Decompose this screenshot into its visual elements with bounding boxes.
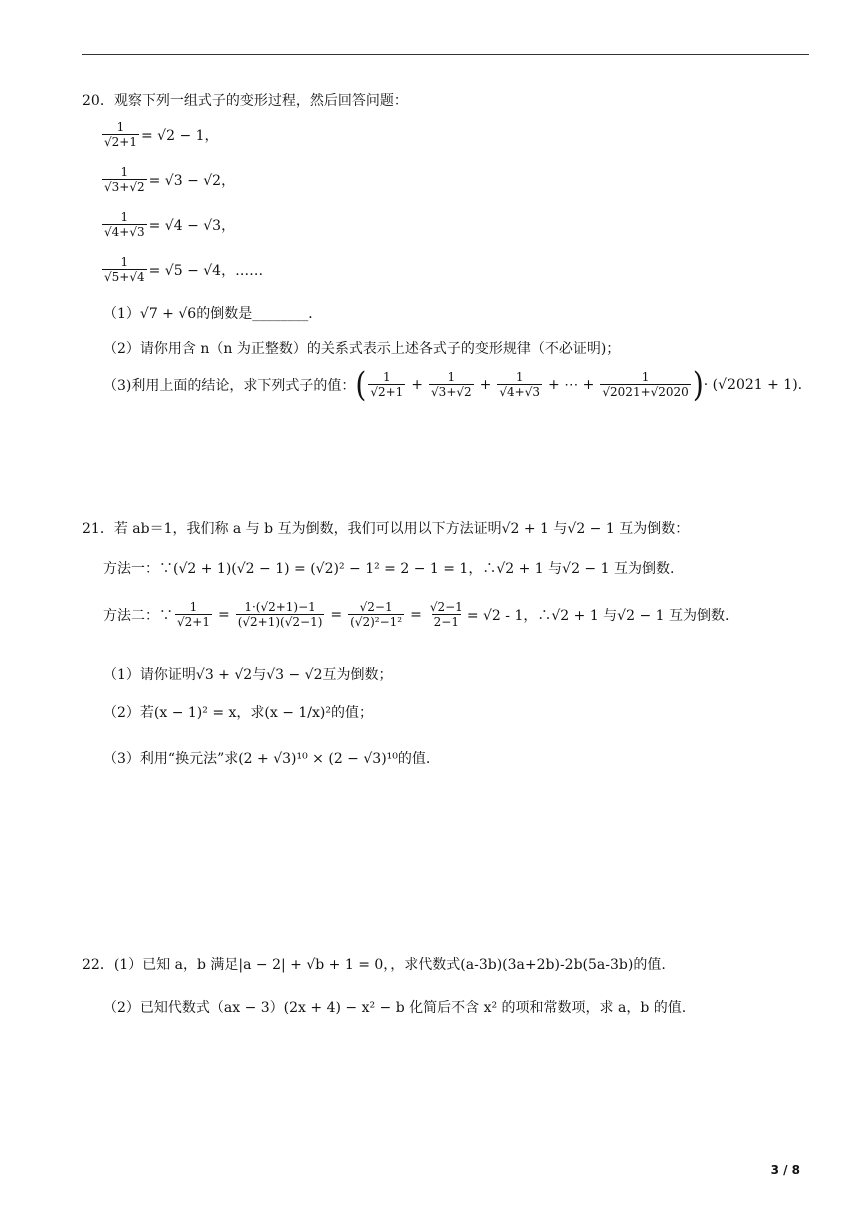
- q20-part3: （3)利用上面的结论，求下列式子的值： ( $\frac{1}{√2+1}$ + $\frac{1}{√3+√2}$ + $\frac{1}{√4+√3}$ + ⋯ + $\frac{1}{√2021+√2020}$ ) · (√2021 + 1).: [103, 364, 803, 404]
- q20-formula-3: $\frac{1}{√4+√3}$ = √4 − √3，: [104, 210, 236, 239]
- q20-part2: （2）请你用含 n（n 为正整数）的关系式表示上述各式子的变形规律（不必证明)；: [103, 341, 621, 357]
- q20-formula-2: $\frac{1}{√3+√2}$ = √3 − √2，: [104, 165, 236, 194]
- q20-formula-4: $\frac{1}{√5+√4}$ = √5 − √4，……: [104, 255, 264, 284]
- q21-part1: （1）请你证明√3 + √2与√3 − √2互为倒数；: [103, 667, 393, 683]
- q21-method1: 方法一：∵(√2 + 1)(√2 − 1) = (√2)² − 1² = 2 − 1 = 1，∴√2 + 1 与√2 − 1 互为倒数.: [103, 561, 675, 577]
- q21-stem: 21．若 ab＝1，我们称 a 与 b 互为倒数，我们可以用以下方法证明√2 + 1 与√2 − 1 互为倒数：: [82, 521, 690, 537]
- q21-method2: 方法二：∵ $\frac{1}{√2+1}$ = $\frac{1\cdot(√2+1)-1}{(√2+1)(√2-1)}$ = $\frac{√2-1}{\text{(√2)²−1²}}$ = $\frac{√2-1}{2-1}$ = √2 - 1，∴√2 + 1 与√2 − 1 互为倒数.: [103, 600, 730, 629]
- q21-part2: （2）若(x − 1)² = x，求(x − 1/x)²的值；: [103, 705, 373, 721]
- q22-part1: 22．(1）已知 a，b 满足|a − 2| + √b + 1 = 0，，求代数式(a-3b)(3a+2b)-2b(5a-3b)的值.: [82, 957, 666, 973]
- q22-part2: （2）已知代数式（ax − 3）(2x + 4) − x² − b 化简后不含 x² 的项和常数项，求 a，b 的值.: [103, 1000, 687, 1016]
- q20-part1: （1）√7 + √6的倒数是________．: [103, 306, 323, 322]
- q20-stem: 20．观察下列一组式子的变形过程，然后回答问题：: [82, 93, 408, 109]
- q21-part3: （3）利用“换元法”求(2 + √3)¹⁰ × (2 − √3)¹⁰的值.: [103, 751, 431, 767]
- page-number: 3 / 8: [770, 1163, 800, 1177]
- header-rule: [82, 54, 809, 55]
- q20-formula-1: $\frac{1}{√2+1}$ = √2 − 1，: [104, 120, 219, 149]
